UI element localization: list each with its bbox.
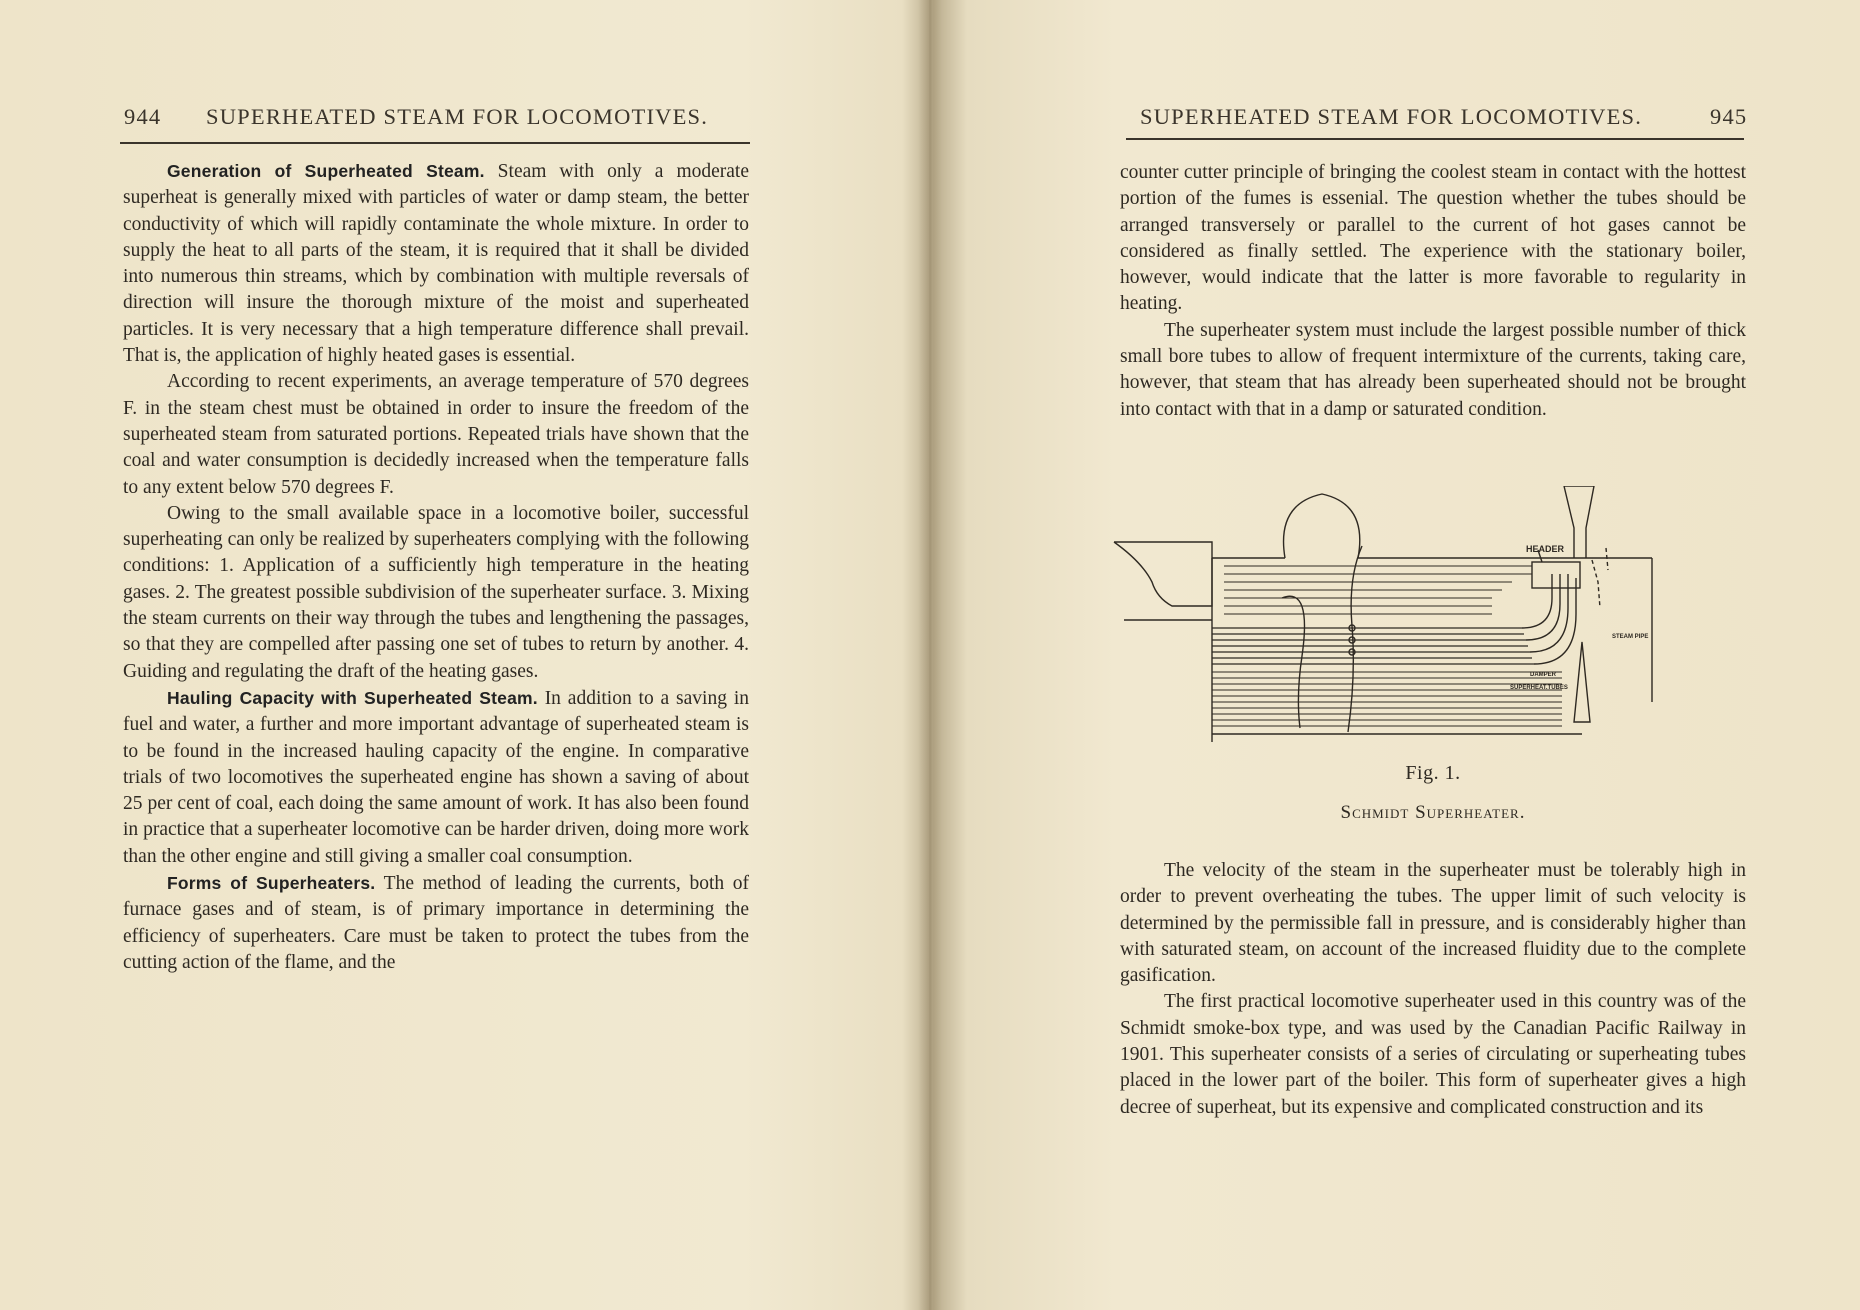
paragraph-text: The first practical locomotive superheater used in this country was of the Schmidt smoke-box type, and was used by the Canadian Pacific Railway in 1901. This superheater consists of a series of circulating or superheating tubes placed in the lower part of the boiler. This form of superheater gives a high decree of superheat, but its expensive and complicated construction and its xyxy=(1120,991,1746,1118)
right-text-column-top xyxy=(1120,160,1746,423)
paragraph-text: Steam with only a moderate superheat is generally mixed with particles of water or damp steam, the better conductivity of which will rapidly contaminate the whole mixture. In order to supply the heat to all parts of the steam, it is required that it shall be divided into numerous thin streams, which by combination with multiple reversals of direction will insure the thorough mixture of the moist and superheated particles. It is very necessary that a high temperature difference shall prevail. That is, the application of highly heated gases is essential. xyxy=(123,161,749,367)
paragraph xyxy=(1120,160,1746,318)
section-heading: Hauling Capacity with Superheated Steam. xyxy=(167,687,538,708)
left-header-rule xyxy=(120,142,750,144)
right-page-number: 945 xyxy=(1710,104,1748,129)
left-page-number: 944 xyxy=(124,104,162,129)
paragraph xyxy=(123,501,749,685)
right-page xyxy=(930,0,1860,1310)
figure-caption: Schmidt Superheater. xyxy=(1340,802,1526,823)
paragraph-text: The superheater system must include the largest possible number of thick small bore tubes to allow of frequent intermixture of the currents, taking care, however, that steam that has already been superheated should not be brought into contact with that in a damp or saturated condition. xyxy=(1120,319,1746,420)
paragraph-text: According to recent experiments, an average temperature of 570 degrees F. in the steam chest must be obtained in order to insure the freedom of the superheated steam from saturated portions. Repeated trials have shown that the coal and water consumption is decidedly increased when the temperature falls to any extent below 570 degrees F. xyxy=(123,371,749,498)
left-text-column xyxy=(123,158,749,976)
paragraph xyxy=(1120,858,1746,989)
schmidt-superheater-diagram xyxy=(1112,486,1684,756)
left-running-title: SUPERHEATED STEAM FOR LOCOMOTIVES. xyxy=(206,104,709,129)
section-heading: Forms of Superheaters. xyxy=(167,873,376,894)
figure-number: Fig. 1. xyxy=(1405,762,1461,784)
paragraph xyxy=(123,369,749,500)
paragraph xyxy=(123,870,749,976)
right-text-column-bottom xyxy=(1120,858,1746,1121)
paragraph-text: The method of leading the currents, both of furnace gases and of steam, is of primary importance in determining the efficiency of superheaters. Care must be taken to protect the tubes from the cutting action of the flame, and the xyxy=(123,873,749,973)
paragraph xyxy=(1120,989,1746,1120)
paragraph xyxy=(123,158,749,369)
paragraph xyxy=(1120,318,1746,423)
chimney xyxy=(1564,486,1594,558)
label-superheat-tubes: SUPERHEAT.TUBES xyxy=(1510,685,1568,691)
paragraph-text: The velocity of the steam in the superheater must be tolerably high in order to prevent overheating the tubes. The upper limit of such velocity is determined by the permissible fall in pressure, and is considerably higher than with saturated steam, on account of the increased fluidity due to the complete gasification. xyxy=(1120,860,1746,987)
paragraph-text: counter cutter principle of bringing the coolest steam in contact with the hottest portion of the fumes is essenial. The question whether the tubes should be arranged transversely or parallel to the current of hot gases cannot be considered as finally settled. The experience with the stationary boiler, however, would indicate that the latter is more favorable to regularity in heating. xyxy=(1120,162,1746,315)
paragraph-text: Owing to the small available space in a locomotive boiler, successful superheating can only be realized by superheaters complying with the following conditions: 1. Application of a sufficiently high temperature in the heating gases. 2. The greatest possible subdivision of the superheater surface. 3. Mixing the steam currents on their way through the tubes and lengthening the passages, so that they are compelled after passing one set of tubes to return by another. 4. Guiding and regulating the draft of the heating gases. xyxy=(123,502,749,682)
label-damper: DAMPER xyxy=(1530,672,1557,678)
right-running-title: SUPERHEATED STEAM FOR LOCOMOTIVES. xyxy=(1140,104,1643,129)
steam-dome xyxy=(1284,494,1360,558)
right-header-rule xyxy=(1126,138,1744,140)
paragraph xyxy=(123,685,749,870)
label-steam-pipe: STEAM PIPE xyxy=(1612,634,1649,640)
smokebox-profile xyxy=(1114,542,1212,606)
header-box xyxy=(1532,562,1580,588)
steam-pipe xyxy=(1592,560,1600,608)
section-heading: Generation of Superheated Steam. xyxy=(167,161,485,181)
paragraph-text: In addition to a saving in fuel and water, a further and more important advantage of superheated steam is to be found in the increased hauling capacity of the engine. In comparative trials of two locomotives the superheated engine has shown a saving of about 25 per cent of coal, each doing the same amount of work. It has also been found in practice that a superheater locomotive can be harder driven, doing more work than the other engine and still giving a smaller coal consumption. xyxy=(123,687,749,867)
label-header: HEADER xyxy=(1526,544,1565,554)
